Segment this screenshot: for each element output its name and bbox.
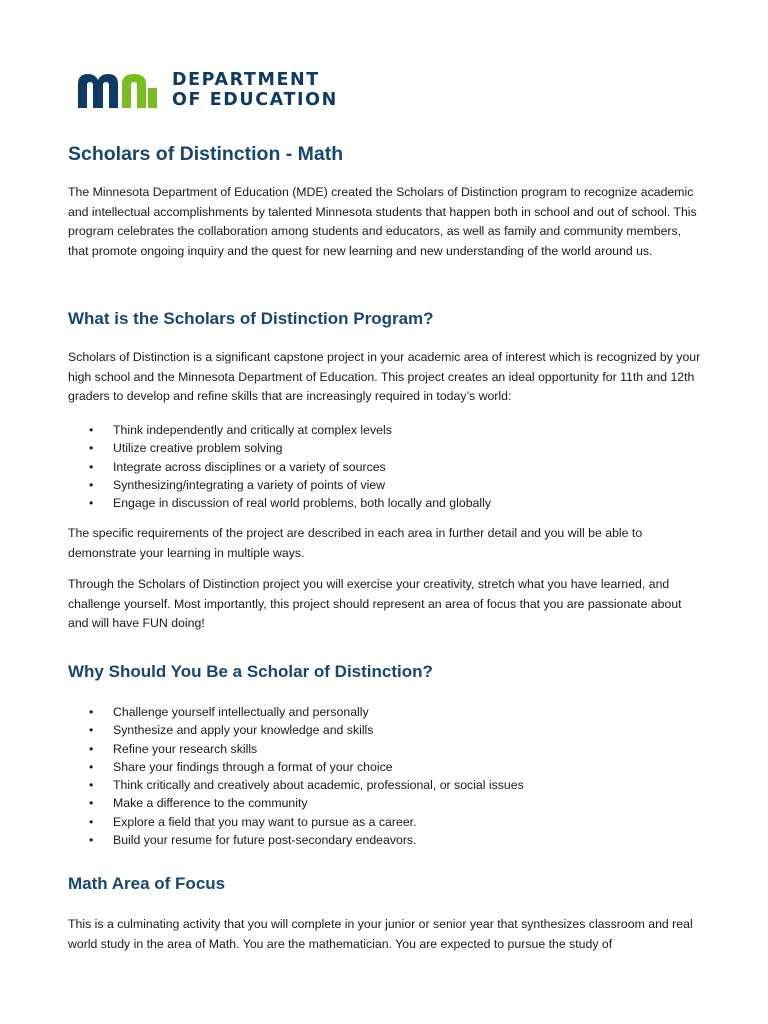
list-item: • Explore a field that you may want to pursue as a career. <box>68 813 524 831</box>
list-item: • Think independently and critically at complex levels <box>68 421 491 439</box>
list-item: • Synthesizing/integrating a variety of points of view <box>68 476 491 494</box>
list-item: • Utilize creative problem solving <box>68 439 491 457</box>
section-heading-program: What is the Scholars of Distinction Program? <box>68 309 434 328</box>
list-item: • Refine your research skills <box>68 740 524 758</box>
list-item: • Integrate across disciplines or a variety of sources <box>68 458 491 476</box>
list-item: • Build your resume for future post-secondary endeavors. <box>68 831 524 849</box>
list-item: • Share your findings through a format of your choice <box>68 758 524 776</box>
logo-line-education: OF EDUCATION <box>172 90 338 110</box>
list-item: • Engage in discussion of real world problems, both locally and globally <box>68 494 491 512</box>
list-item: • Make a difference to the community <box>68 794 524 812</box>
mn-logo-icon <box>76 70 160 110</box>
creativity-paragraph: Through the Scholars of Distinction project you will exercise your creativity, stretch what you have learned, and challenge yourself. Most importantly, this project should represent an area of focus that you are passionate about and will have FUN doing! <box>68 577 682 631</box>
requirements-paragraph: The specific requirements of the project are described in each area in further detail and you will be able to demonstrate your learning in multiple ways. <box>68 526 643 560</box>
logo-line-department: DEPARTMENT <box>172 70 320 90</box>
list-item: • Challenge yourself intellectually and personally <box>68 703 524 721</box>
section-heading-math-focus: Math Area of Focus <box>68 874 226 893</box>
list-item: • Think critically and creatively about academic, professional, or social issues <box>68 776 524 794</box>
intro-paragraph: The Minnesota Department of Education (MDE) created the Scholars of Distinction program to recognize academic and intellectual accomplishments by talented Minnesota students that happen both in school and out of school. This program celebrates the collaboration among students and educators, as well as family and community members, that promote ongoing inquiry and the quest for new learning and new understanding of the world around us. <box>68 185 697 258</box>
mde-logo <box>76 70 338 110</box>
math-focus-paragraph: This is a culminating activity that you will complete in your junior or senior year that synthesizes classroom and real world study in the area of Math. You are the mathematician. You are expected to pursue the study of <box>68 917 693 951</box>
skills-list <box>68 421 491 512</box>
list-item: • Synthesize and apply your knowledge and skills <box>68 721 524 739</box>
section-heading-why: Why Should You Be a Scholar of Distinction? <box>68 662 433 681</box>
benefits-list <box>68 703 524 849</box>
page-title: Scholars of Distinction - Math <box>68 143 344 165</box>
program-paragraph: Scholars of Distinction is a significant capstone project in your academic area of interest which is recognized by your high school and the Minnesota Department of Education. This project creates an ideal opportunity for 11th and 12th graders to develop and refine skills that are increasingly required in today’s world: <box>68 350 701 404</box>
